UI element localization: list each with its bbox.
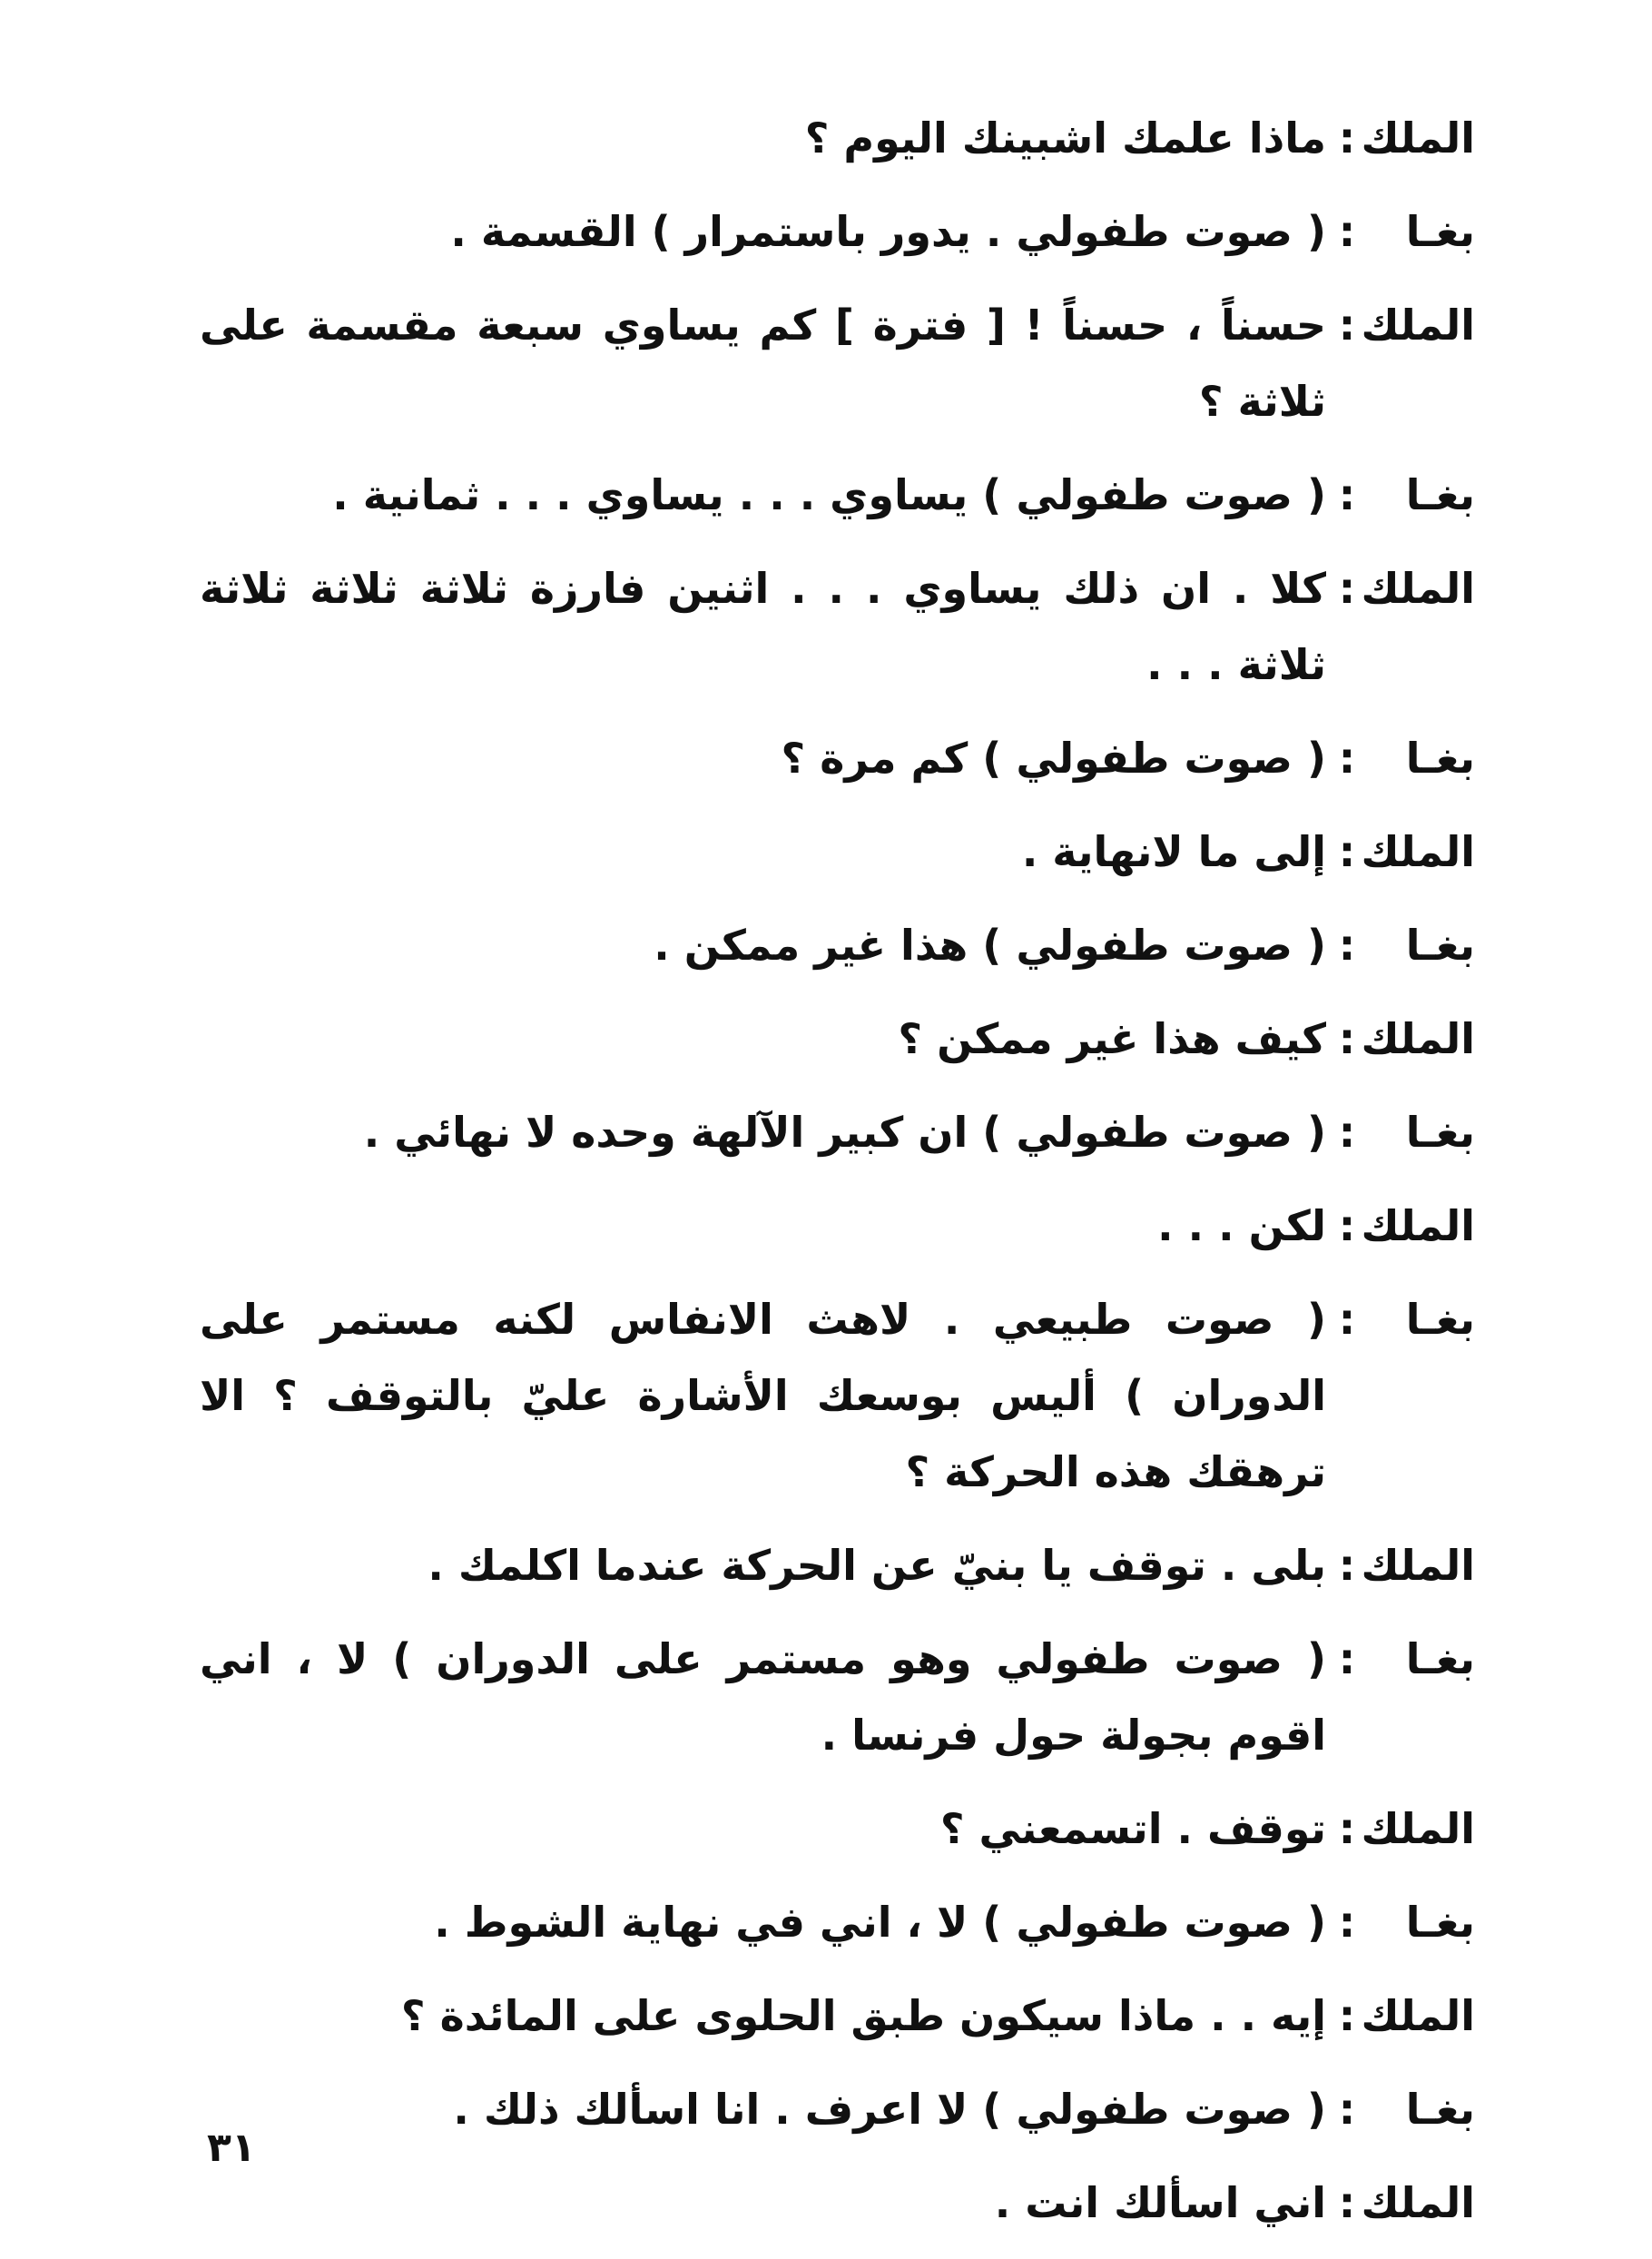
speaker-name: بغـا xyxy=(1405,1898,1475,1947)
dialogue-line xyxy=(200,1621,1475,1773)
speaker-colon: : xyxy=(1338,921,1356,970)
dialogue-line xyxy=(200,1281,1475,1510)
dialogue-text: كلا . ان ذلك يساوي . . . اثنين فارزة ثلاثة ثلاثة ثلاثة ثلاثة . . . xyxy=(200,564,1326,689)
speaker-colon: : xyxy=(1338,827,1356,876)
speaker-name: بغـا xyxy=(1405,1634,1475,1683)
speaker-colon: : xyxy=(1338,113,1356,163)
dialogue-text: ( صوت طفولي ) ان كبير الآلهة وحده لا نهائي . xyxy=(363,1108,1326,1157)
dialogue-text: ماذا علمك اشبينك اليوم ؟ xyxy=(804,113,1326,163)
speaker-name: الملك xyxy=(1361,564,1475,613)
speaker-colon: : xyxy=(1338,1541,1356,1590)
speaker-colon: : xyxy=(1338,734,1356,783)
speaker-name: الملك xyxy=(1361,1991,1475,2040)
speaker-name: الملك xyxy=(1361,1541,1475,1590)
speaker-name: الملك xyxy=(1361,1804,1475,1853)
speaker-name: الملك xyxy=(1361,827,1475,876)
speaker-name: بغـا xyxy=(1405,2085,1475,2134)
dialogue-text: اني اسألك انت . xyxy=(994,2178,1326,2227)
speaker-colon: : xyxy=(1338,2085,1356,2134)
dialogue-text: حسناً ، حسناً ! [ فترة ] كم يساوي سبعة مقسمة على ثلاثة ؟ xyxy=(200,301,1326,426)
speaker-colon: : xyxy=(1338,1295,1356,1344)
dialogue-line xyxy=(200,193,1475,270)
dialogue-line xyxy=(200,1001,1475,1077)
speaker-colon: : xyxy=(1338,207,1356,256)
page-number: ٣١ xyxy=(207,2125,256,2171)
speaker-name: الملك xyxy=(1361,113,1475,163)
dialogue-text: إيه . . ماذا سيكون طبق الحلوى على المائدة ؟ xyxy=(400,1991,1326,2040)
speaker-colon: : xyxy=(1338,1201,1356,1250)
dialogue-line xyxy=(200,287,1475,439)
dialogue-text: ( صوت طفولي ) كم مرة ؟ xyxy=(781,734,1326,783)
speaker-name: بغـا xyxy=(1405,207,1475,256)
dialogue-line xyxy=(200,2071,1475,2147)
speaker-colon: : xyxy=(1338,470,1356,519)
dialogue-text: ( صوت طفولي ) هذا غير ممكن . xyxy=(654,921,1326,970)
speaker-colon: : xyxy=(1338,1634,1356,1683)
dialogue-line xyxy=(200,550,1475,703)
speaker-name: بغـا xyxy=(1405,921,1475,970)
speaker-colon: : xyxy=(1338,301,1356,350)
speaker-colon: : xyxy=(1338,1991,1356,2040)
dialogue-line xyxy=(200,720,1475,796)
speaker-name: بغـا xyxy=(1405,470,1475,519)
dialogue-line xyxy=(200,2165,1475,2241)
dialogue-line xyxy=(200,1094,1475,1170)
dialogue-line xyxy=(200,814,1475,890)
speaker-colon: : xyxy=(1338,1804,1356,1853)
dialogue-line xyxy=(200,907,1475,983)
dialogue-text: ( صوت طفولي ) يساوي . . . يساوي . . . ثمانية . xyxy=(332,470,1326,519)
dialogue-line xyxy=(200,1527,1475,1603)
dialogue-text: إلى ما لانهاية . xyxy=(1021,827,1326,876)
speaker-name: الملك xyxy=(1361,2178,1475,2227)
speaker-name: بغـا xyxy=(1405,1295,1475,1344)
dialogue-line xyxy=(200,1790,1475,1867)
dialogue-text: ( صوت طفولي . يدور باستمرار ) القسمة . xyxy=(450,207,1326,256)
speaker-colon: : xyxy=(1338,1898,1356,1947)
speaker-name: بغـا xyxy=(1405,1108,1475,1157)
speaker-colon: : xyxy=(1338,1014,1356,1063)
speaker-colon: : xyxy=(1338,2178,1356,2227)
dialogue-line xyxy=(200,457,1475,533)
dialogue-text: لكن . . . xyxy=(1157,1201,1326,1250)
dialogue-text: ( صوت طبيعي . لاهث الانفاس لكنه مستمر على الدوران ) أليس بوسعك الأشارة عليّ بالتوقف ؟ الا ترهقك هذه الحركة ؟ xyxy=(200,1295,1326,1496)
dialogue-text: ( صوت طفولي وهو مستمر على الدوران ) لا ، اني اقوم بجولة حول فرنسا . xyxy=(200,1634,1326,1760)
speaker-name: بغـا xyxy=(1405,734,1475,783)
dialogue-block xyxy=(200,100,1475,2258)
speaker-name: الملك xyxy=(1361,1014,1475,1063)
speaker-colon: : xyxy=(1338,564,1356,613)
dialogue-line xyxy=(200,1884,1475,1960)
dialogue-text: ( صوت طفولي ) لا ، اني في نهاية الشوط . xyxy=(434,1898,1326,1947)
dialogue-text: توقف . اتسمعني ؟ xyxy=(939,1804,1326,1853)
dialogue-text: ( صوت طفولي ) لا اعرف . انا اسألك ذلك . xyxy=(453,2085,1326,2134)
speaker-colon: : xyxy=(1338,1108,1356,1157)
dialogue-line xyxy=(200,1188,1475,1264)
dialogue-text: كيف هذا غير ممكن ؟ xyxy=(898,1014,1326,1063)
dialogue-text: بلى . توقف يا بنيّ عن الحركة عندما اكلمك . xyxy=(428,1541,1326,1590)
speaker-name: الملك xyxy=(1361,1201,1475,1250)
speaker-name: الملك xyxy=(1361,301,1475,350)
dialogue-line xyxy=(200,1978,1475,2054)
dialogue-line xyxy=(200,100,1475,176)
